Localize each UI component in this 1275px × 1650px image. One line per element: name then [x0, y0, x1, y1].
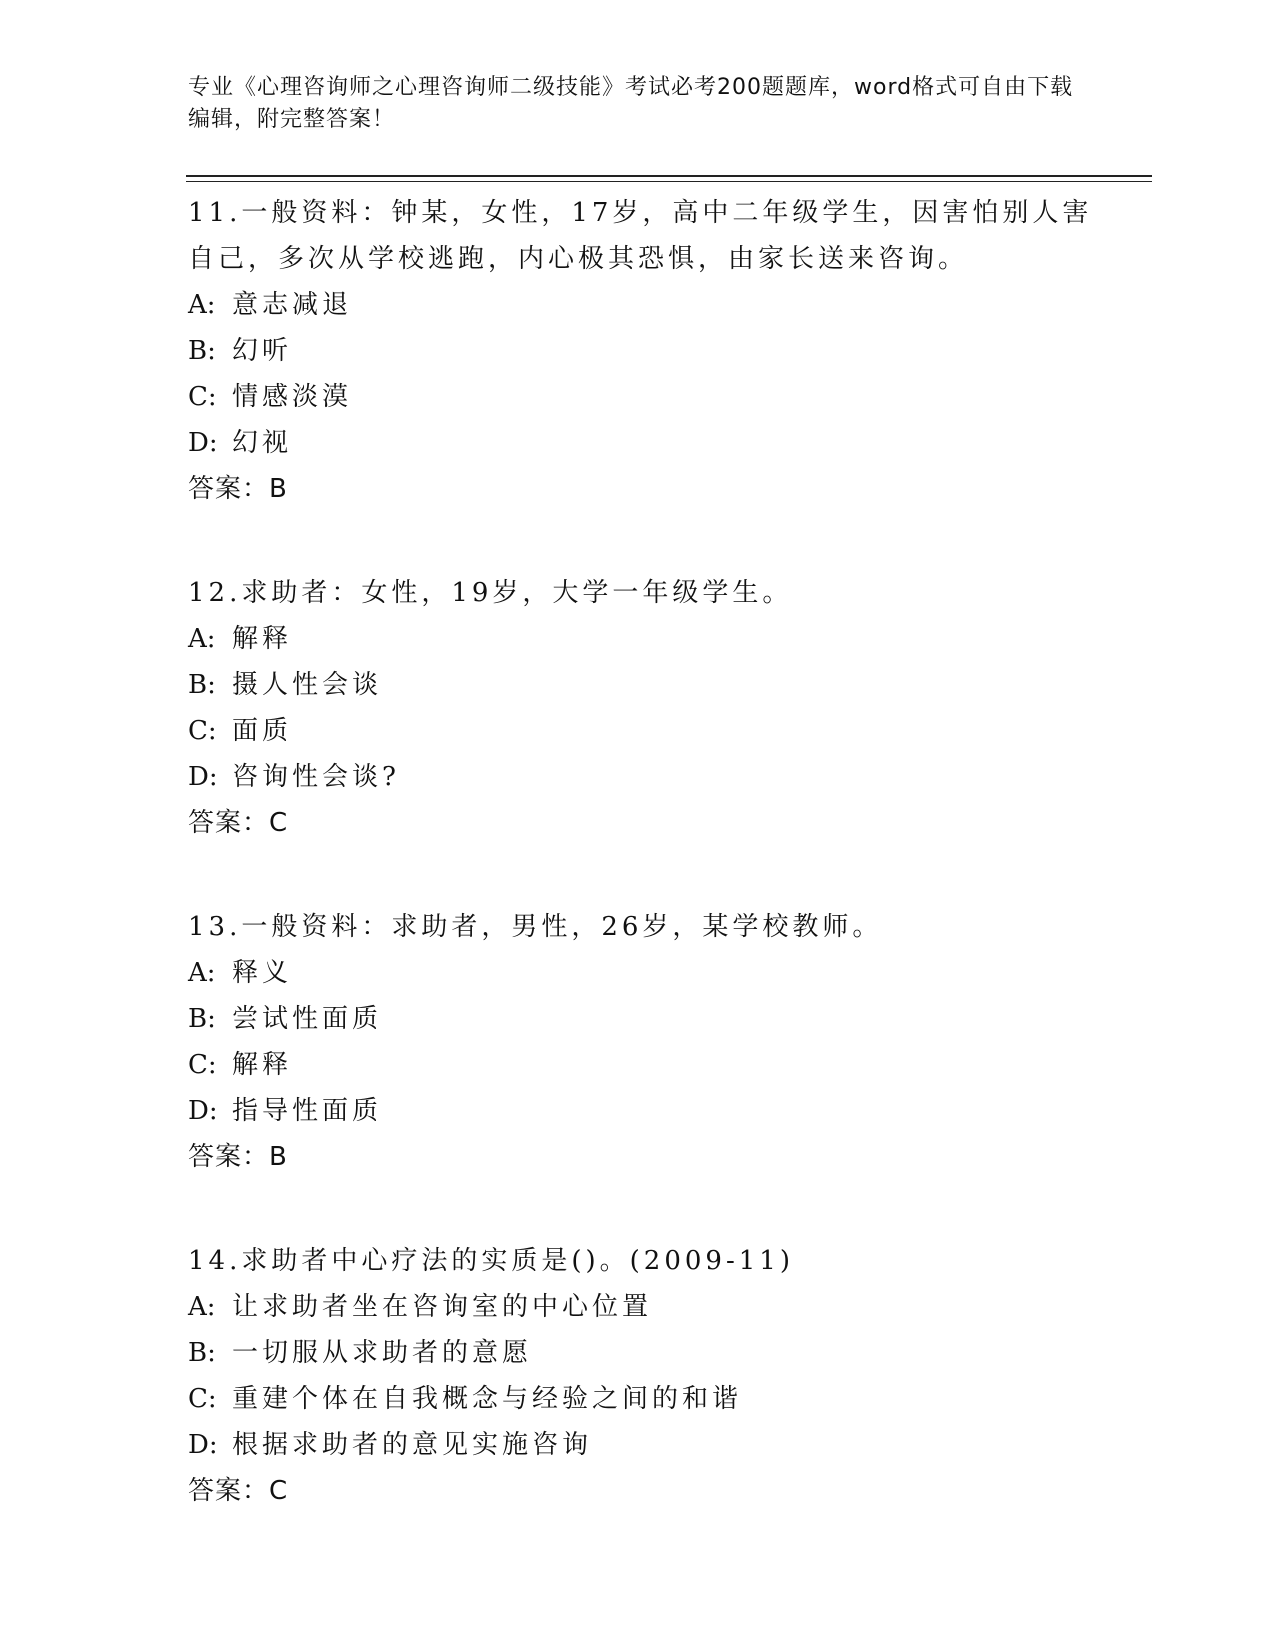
option-text: 幻视 — [232, 428, 293, 458]
option-text: 意志减退 — [232, 290, 353, 320]
option-a — [188, 282, 1108, 328]
option-letter: D: — [188, 1430, 218, 1460]
option-text: 重建个体在自我概念与经验之间的和谐 — [232, 1384, 743, 1414]
option-d — [188, 420, 1108, 466]
option-text: 让求助者坐在咨询室的中心位置 — [232, 1292, 653, 1322]
answer-line: 答案：C — [188, 808, 289, 838]
question-13 — [188, 904, 1108, 1180]
option-a — [188, 950, 1108, 996]
option-d — [188, 754, 1108, 800]
option-text: 咨询性会谈? — [232, 762, 400, 792]
question-list — [188, 190, 1108, 1572]
option-text: 摄人性会谈 — [232, 670, 383, 700]
option-letter: A: — [188, 958, 216, 988]
answer-line: 答案：B — [188, 474, 288, 504]
option-d — [188, 1088, 1108, 1134]
option-letter: B: — [188, 1338, 216, 1368]
option-text: 解释 — [232, 624, 293, 654]
option-letter: C: — [188, 716, 217, 746]
question-stem: 11.一般资料：钟某，女性，17岁，高中二年级学生，因害怕别人害自己，多次从学校逃跑，内心极其恐惧，由家长送来咨询。 — [188, 198, 1093, 274]
option-a — [188, 616, 1108, 662]
option-b — [188, 662, 1108, 708]
option-text: 情感淡漠 — [232, 382, 353, 412]
option-text: 面质 — [232, 716, 293, 746]
option-c — [188, 374, 1108, 420]
option-text: 根据求助者的意见实施咨询 — [232, 1430, 593, 1460]
question-stem: 13.一般资料：求助者，男性，26岁，某学校教师。 — [188, 912, 883, 942]
option-c — [188, 1042, 1108, 1088]
answer-line: 答案：C — [188, 1476, 289, 1506]
option-letter: A: — [188, 624, 216, 654]
option-letter: D: — [188, 762, 218, 792]
option-b — [188, 1330, 1108, 1376]
option-letter: D: — [188, 428, 218, 458]
option-letter: A: — [188, 290, 216, 320]
option-text: 一切服从求助者的意愿 — [232, 1338, 533, 1368]
question-stem: 14.求助者中心疗法的实质是()。(2009-11) — [188, 1246, 794, 1276]
option-letter: C: — [188, 1384, 217, 1414]
option-letter: C: — [188, 1050, 217, 1080]
option-b — [188, 328, 1108, 374]
option-c — [188, 708, 1108, 754]
answer-line: 答案：B — [188, 1142, 288, 1172]
option-text: 尝试性面质 — [232, 1004, 383, 1034]
option-d — [188, 1422, 1108, 1468]
question-11 — [188, 190, 1108, 512]
option-letter: B: — [188, 1004, 216, 1034]
option-text: 指导性面质 — [232, 1096, 383, 1126]
document-header: 专业《心理咨询师之心理咨询师二级技能》考试必考200题题库，word格式可自由下载编辑，附完整答案！ — [188, 75, 1074, 132]
option-letter: C: — [188, 382, 217, 412]
header-divider-top — [186, 175, 1152, 177]
option-a — [188, 1284, 1108, 1330]
option-letter: B: — [188, 336, 216, 366]
option-text: 幻听 — [232, 336, 293, 366]
header-divider-bottom — [186, 181, 1152, 182]
option-letter: B: — [188, 670, 216, 700]
option-letter: A: — [188, 1292, 216, 1322]
option-letter: D: — [188, 1096, 218, 1126]
option-c — [188, 1376, 1108, 1422]
option-text: 释义 — [232, 958, 293, 988]
option-text: 解释 — [232, 1050, 293, 1080]
question-14 — [188, 1238, 1108, 1514]
question-stem: 12.求助者：女性，19岁，大学一年级学生。 — [188, 578, 793, 608]
question-12 — [188, 570, 1108, 846]
option-b — [188, 996, 1108, 1042]
